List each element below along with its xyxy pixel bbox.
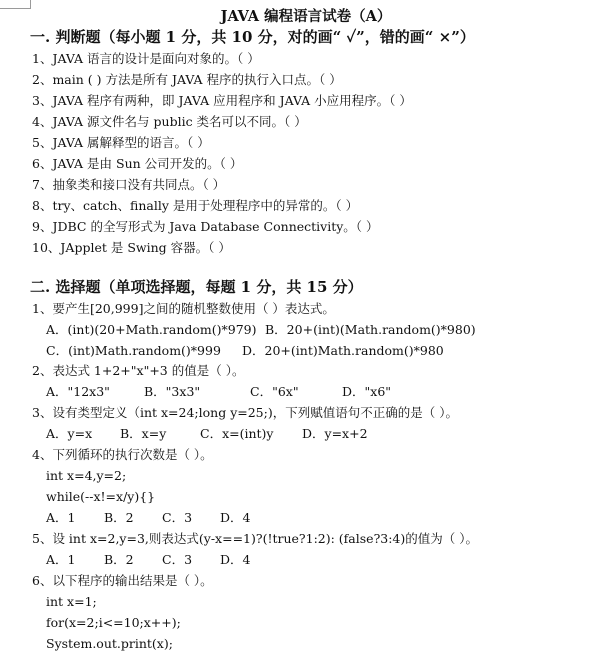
- mc-q3-option-b: B．x=y: [120, 426, 167, 441]
- tf-item-1: 1、JAVA 语言的设计是面向对象的。（ ）: [32, 51, 260, 66]
- tf-item-2: 2、main ( ) 方法是所有 JAVA 程序的执行入口点。（ ）: [32, 72, 342, 87]
- mc-q4-stem: 4、下列循环的执行次数是（ ）。: [32, 447, 213, 462]
- mc-q2-option-a: A．"12x3": [46, 384, 110, 399]
- mc-q5-option-a: A．1: [46, 552, 76, 567]
- tf-item-7: 7、抽象类和接口没有共同点。（ ）: [32, 177, 226, 192]
- section2-heading: 二. 选择题（单项选择题，每题 1 分，共 15 分）: [30, 278, 363, 296]
- tf-item-8: 8、try、catch、finally 是用于处理程序中的异常的。（ ）: [32, 198, 359, 213]
- tf-item-9: 9、JDBC 的全写形式为 Java Database Connectivity。（ ）: [32, 219, 379, 234]
- mc-q1-stem: 1、要产生[20,999]之间的随机整数使用（ ）表达式。: [32, 301, 335, 316]
- mc-q4-code-line-2: while(--x!=x/y){}: [46, 489, 156, 504]
- tf-item-4: 4、JAVA 源文件名与 public 类名可以不同。（ ）: [32, 114, 307, 129]
- mc-q4-option-a: A．1: [46, 510, 76, 525]
- mc-q1-option-c: C．(int)Math.random()*999: [46, 343, 221, 358]
- mc-q2-option-d: D．"x6": [342, 384, 392, 399]
- mc-q4-option-c: C．3: [162, 510, 193, 525]
- mc-q4-option-d: D．4: [220, 510, 251, 525]
- mc-q4-option-b: B．2: [104, 510, 134, 525]
- mc-q3-stem: 3、设有类型定义（int x=24;long y=25;)，下列赋值语句不正确的是（ ）。: [32, 405, 458, 420]
- mc-q3-option-d: D．y=x+2: [302, 426, 368, 441]
- mc-q4-code-line-1: int x=4,y=2;: [46, 468, 127, 483]
- mc-q1-option-a: A．(int)(20+Math.random()*979): [46, 322, 257, 337]
- mc-q2-option-c: C．"6x": [250, 384, 299, 399]
- mc-q3-option-c: C．x=(int)y: [200, 426, 274, 441]
- tf-item-10: 10、JApplet 是 Swing 容器。（ ）: [32, 240, 231, 255]
- section1-heading: 一. 判断题（每小题 1 分，共 10 分，对的画“ ✓”，错的画“ ×”）: [30, 28, 475, 46]
- mc-q5-option-c: C．3: [162, 552, 193, 567]
- exam-title: JAVA 编程语言试卷（A）: [220, 8, 392, 25]
- mc-q1-option-b: B．20+(int)(Math.random()*980): [265, 322, 476, 337]
- mc-q6-code-line-3: System.out.print(x);: [46, 636, 173, 651]
- mc-q2-stem: 2、表达式 1+2+"x"+3 的值是（ ）。: [32, 363, 245, 378]
- mc-q1-option-d: D．20+(int)Math.random()*980: [242, 343, 444, 358]
- mc-q6-code-line-2: for(x=2;i<=10;x++);: [46, 615, 181, 630]
- mc-q5-option-b: B．2: [104, 552, 134, 567]
- tf-item-5: 5、JAVA 属解释型的语言。（ ）: [32, 135, 210, 150]
- mc-q2-option-b: B．"3x3": [144, 384, 201, 399]
- tf-item-6: 6、JAVA 是由 Sun 公司开发的。（ ）: [32, 156, 243, 171]
- mc-q5-option-d: D．4: [220, 552, 251, 567]
- mc-q6-code-line-1: int x=1;: [46, 594, 97, 609]
- mc-q6-stem: 6、以下程序的输出结果是（ ）。: [32, 573, 213, 588]
- tf-item-3: 3、JAVA 程序有两种，即 JAVA 应用程序和 JAVA 小应用程序。（ ）: [32, 93, 412, 108]
- mc-q5-stem: 5、设 int x=2,y=3,则表达式(y-x==1)?(!true?1:2): (false?3:4)的值为（ ）。: [32, 531, 478, 546]
- mc-q3-option-a: A．y=x: [46, 426, 93, 441]
